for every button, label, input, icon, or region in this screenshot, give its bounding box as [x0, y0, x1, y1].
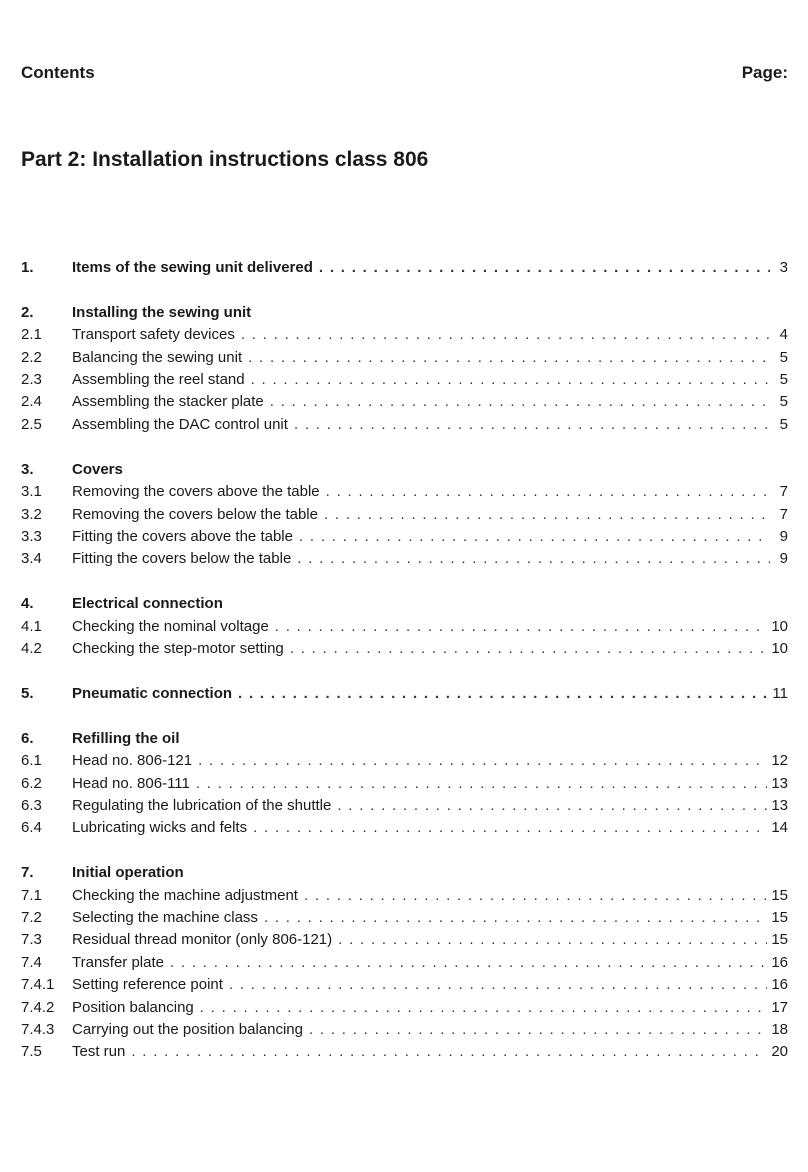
- dot-leader: [294, 416, 770, 433]
- toc-section: [21, 595, 788, 662]
- toc-page-number: 14: [771, 819, 788, 837]
- dot-leader: [248, 349, 770, 366]
- contents-label: Contents: [21, 63, 95, 82]
- toc-entry[interactable]: [21, 326, 788, 348]
- dot-leader: [131, 1043, 767, 1060]
- toc-page-number: 5: [779, 415, 788, 433]
- toc-section-heading[interactable]: [21, 304, 788, 326]
- toc-entry[interactable]: [21, 483, 788, 505]
- toc-page-number: 16: [771, 953, 788, 971]
- toc-number: 7.1: [21, 886, 42, 904]
- toc-entry[interactable]: [21, 999, 788, 1021]
- toc-number: 4.2: [21, 639, 42, 657]
- toc-page-number: 9: [779, 527, 788, 545]
- toc-page-number: 5: [779, 348, 788, 366]
- toc-section-heading[interactable]: [21, 595, 788, 617]
- dot-leader: [200, 999, 768, 1016]
- toc-number: 6.3: [21, 796, 42, 814]
- toc-title: Test run: [72, 1043, 126, 1061]
- toc-page-number: 15: [771, 886, 788, 904]
- dot-leader: [309, 1021, 767, 1038]
- toc-page-number: 5: [779, 371, 788, 389]
- toc-section-heading[interactable]: [21, 259, 788, 281]
- toc-number: 6.4: [21, 819, 42, 837]
- dot-leader: [251, 371, 770, 388]
- toc-number: 7.4: [21, 953, 42, 971]
- toc-entry[interactable]: [21, 550, 788, 572]
- toc-page-number: 9: [779, 550, 788, 568]
- toc-entry[interactable]: [21, 393, 788, 415]
- toc-page-number: 5: [779, 393, 788, 411]
- toc-number: 4.: [21, 595, 34, 613]
- dot-leader: [270, 393, 770, 410]
- dot-leader: [241, 326, 770, 343]
- toc-entry[interactable]: [21, 887, 788, 909]
- toc-page-number: 10: [771, 639, 788, 657]
- toc-page-number: 16: [771, 976, 788, 994]
- toc-entry[interactable]: [21, 640, 788, 662]
- toc-page-number: 4: [779, 326, 788, 344]
- toc-title: Checking the nominal voltage: [72, 617, 269, 635]
- toc-section: [21, 864, 788, 1066]
- dot-leader: [326, 483, 770, 500]
- toc-title: Initial operation: [72, 864, 184, 882]
- toc-title: Fitting the covers below the table: [72, 550, 292, 568]
- toc-number: 7.5: [21, 1043, 42, 1061]
- toc-number: 2.4: [21, 393, 42, 411]
- dot-leader: [337, 797, 767, 814]
- toc-entry[interactable]: [21, 506, 788, 528]
- toc-page-number: 18: [771, 1020, 788, 1038]
- toc-entry[interactable]: [21, 954, 788, 976]
- dot-leader: [338, 931, 767, 948]
- toc-entry[interactable]: [21, 909, 788, 931]
- toc-title: Installing the sewing unit: [72, 303, 252, 321]
- toc-title: Balancing the sewing unit: [72, 348, 243, 366]
- toc-entry[interactable]: [21, 528, 788, 550]
- toc-number: 3.: [21, 460, 34, 478]
- toc-entry[interactable]: [21, 775, 788, 797]
- dot-leader: [196, 775, 767, 792]
- toc-number: 7.4.2: [21, 998, 55, 1016]
- toc-title: Refilling the oil: [72, 729, 180, 747]
- toc-number: 2.1: [21, 326, 42, 344]
- toc-entry[interactable]: [21, 416, 788, 438]
- dot-leader: [319, 259, 770, 276]
- dot-leader: [198, 752, 767, 769]
- toc-number: 7.: [21, 864, 34, 882]
- toc-entry[interactable]: [21, 1021, 788, 1043]
- dot-leader: [304, 887, 767, 904]
- toc-page-number: 20: [771, 1043, 788, 1061]
- toc-number: 2.2: [21, 348, 42, 366]
- toc-section-heading[interactable]: [21, 864, 788, 886]
- toc-title: Transport safety devices: [72, 326, 235, 344]
- dot-leader: [275, 618, 768, 635]
- toc-title: Assembling the reel stand: [72, 371, 245, 389]
- toc-title: Electrical connection: [72, 595, 223, 613]
- toc-entry[interactable]: [21, 371, 788, 393]
- toc-number: 7.3: [21, 931, 42, 949]
- toc-number: 3.4: [21, 550, 42, 568]
- toc-number: 1.: [21, 259, 34, 276]
- toc-title: Selecting the machine class: [72, 908, 258, 926]
- toc-number: 6.2: [21, 774, 42, 792]
- toc-title: Regulating the lubrication of the shuttle: [72, 796, 332, 814]
- toc-title: Setting reference point: [72, 976, 223, 994]
- toc-title: Head no. 806-121: [72, 752, 193, 770]
- page-header: [21, 63, 788, 85]
- toc-page-number: 7: [779, 505, 788, 523]
- toc-number: 2.: [21, 303, 34, 321]
- toc-entry[interactable]: [21, 618, 788, 640]
- toc-title: Assembling the stacker plate: [72, 393, 264, 411]
- dot-leader: [324, 506, 770, 523]
- toc-section: [21, 304, 788, 438]
- toc-number: 5.: [21, 684, 34, 702]
- toc-title: Residual thread monitor (only 806-121): [72, 931, 333, 949]
- toc-title: Items of the sewing unit delivered: [72, 259, 313, 276]
- toc-number: 7.4.1: [21, 976, 55, 994]
- toc-page-number: 15: [771, 931, 788, 949]
- toc-number: 3.3: [21, 527, 42, 545]
- dot-leader: [238, 685, 768, 702]
- toc-section: [21, 685, 788, 707]
- toc-title: Pneumatic connection: [72, 684, 233, 702]
- toc-page-number: 17: [771, 998, 788, 1016]
- toc-page-number: 7: [779, 483, 788, 501]
- toc-page-number: 11: [772, 684, 788, 702]
- toc-number: 2.5: [21, 415, 42, 433]
- dot-leader: [297, 550, 770, 567]
- toc-title: Fitting the covers above the table: [72, 527, 293, 545]
- table-of-contents: [21, 259, 788, 1088]
- toc-title: Head no. 806-111: [72, 774, 190, 792]
- toc-number: 3.2: [21, 505, 42, 523]
- toc-title: Assembling the DAC control unit: [72, 415, 288, 433]
- toc-section-heading[interactable]: [21, 685, 788, 707]
- dot-leader: [170, 954, 767, 971]
- toc-number: 6.1: [21, 752, 42, 770]
- toc-page-number: 10: [771, 617, 788, 635]
- dot-leader: [290, 640, 768, 657]
- toc-page-number: 13: [771, 796, 788, 814]
- toc-number: 7.4.3: [21, 1020, 55, 1038]
- dot-leader: [229, 976, 767, 993]
- toc-number: 2.3: [21, 371, 42, 389]
- toc-title: Removing the covers below the table: [72, 505, 318, 523]
- toc-entry[interactable]: [21, 819, 788, 841]
- toc-number: 6.: [21, 729, 34, 747]
- toc-entry[interactable]: [21, 797, 788, 819]
- dot-leader: [253, 819, 767, 836]
- toc-title: Checking the machine adjustment: [72, 886, 298, 904]
- toc-title: Lubricating wicks and felts: [72, 819, 248, 837]
- toc-number: 7.2: [21, 908, 42, 926]
- toc-entry[interactable]: [21, 752, 788, 774]
- page-column-label: Page:: [741, 63, 788, 82]
- toc-entry[interactable]: [21, 349, 788, 371]
- part-title: Part 2: Installation instructions class 806: [21, 148, 429, 171]
- toc-entry[interactable]: [21, 976, 788, 998]
- toc-title: Removing the covers above the table: [72, 483, 320, 501]
- dot-leader: [264, 909, 767, 926]
- toc-section: [21, 461, 788, 573]
- toc-section-heading[interactable]: [21, 730, 788, 752]
- toc-number: 3.1: [21, 483, 42, 501]
- toc-title: Carrying out the position balancing: [72, 1020, 303, 1038]
- dot-leader: [299, 528, 770, 545]
- toc-title: Position balancing: [72, 998, 194, 1016]
- toc-number: 4.1: [21, 617, 42, 635]
- toc-title: Covers: [72, 460, 123, 478]
- toc-section: [21, 730, 788, 842]
- toc-page-number: 13: [771, 774, 788, 792]
- toc-title: Checking the step-motor setting: [72, 639, 284, 657]
- toc-page-number: 12: [771, 752, 788, 770]
- toc-entry[interactable]: [21, 1043, 788, 1065]
- toc-page-number: 3: [779, 259, 788, 276]
- toc-section: [21, 259, 788, 281]
- toc-entry[interactable]: [21, 931, 788, 953]
- toc-title: Transfer plate: [72, 953, 164, 971]
- toc-page-number: 15: [771, 908, 788, 926]
- toc-section-heading[interactable]: [21, 461, 788, 483]
